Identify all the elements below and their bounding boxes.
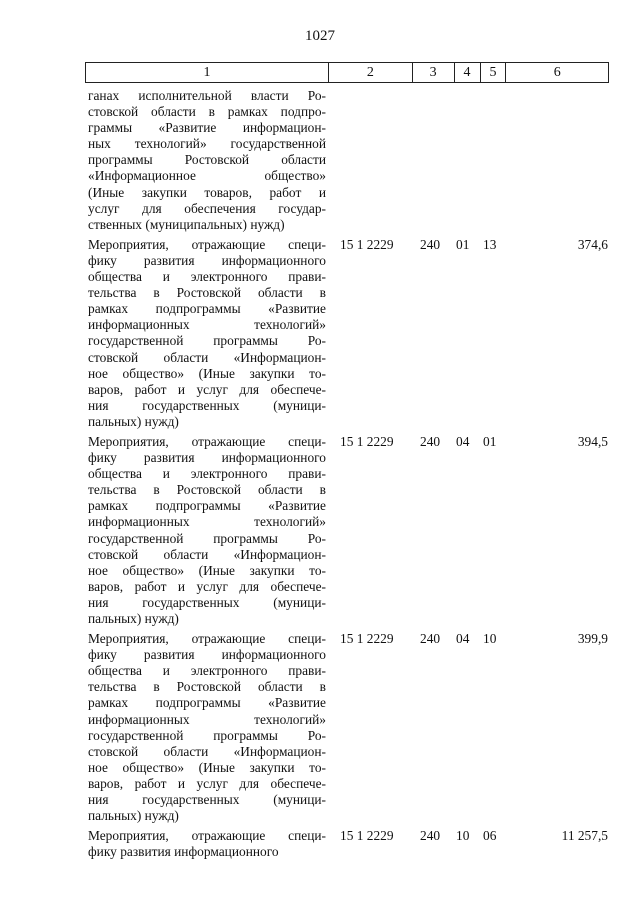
description-line: пальных) нужд) bbox=[88, 808, 179, 824]
description-line: Мероприятия, отражающие специ- bbox=[88, 433, 326, 449]
description-line: варов, работ и услуг для обеспече- bbox=[88, 775, 326, 791]
description-line: фику развития информационного bbox=[88, 450, 326, 466]
description-line: варов, работ и услуг для обеспече- bbox=[88, 381, 326, 397]
description-line: рамках подпрограммы «Развитие bbox=[88, 695, 326, 711]
table-row bbox=[88, 631, 608, 824]
row-description bbox=[88, 434, 326, 627]
header-col-2: 2 bbox=[329, 63, 413, 82]
description-line: ное общество» (Иные закупки то- bbox=[88, 562, 326, 578]
row-expense-type: 240 bbox=[420, 236, 441, 252]
row-description bbox=[88, 88, 326, 233]
row-subsection: 01 bbox=[483, 433, 497, 449]
row-section: 04 bbox=[456, 433, 470, 449]
description-line: Мероприятия, отражающие специ- bbox=[88, 828, 326, 844]
description-line: (Иные закупки товаров, работ и bbox=[88, 184, 326, 200]
header-col-5: 5 bbox=[481, 63, 507, 82]
row-amount: 399,9 bbox=[577, 631, 608, 647]
row-code: 15 1 2229 bbox=[340, 828, 394, 844]
description-line: информационных технологий» bbox=[88, 711, 326, 727]
header-col-4: 4 bbox=[455, 63, 481, 82]
description-line: стовской области «Информацион- bbox=[88, 743, 326, 759]
description-line: государственной программы Ро- bbox=[88, 333, 326, 349]
row-description bbox=[88, 828, 326, 860]
table-header bbox=[85, 62, 609, 83]
row-section: 10 bbox=[456, 828, 470, 844]
description-line: ния государственных (муници- bbox=[88, 792, 326, 808]
table-row bbox=[88, 434, 608, 627]
header-col-6: 6 bbox=[553, 65, 561, 80]
description-line: пальных) нужд) bbox=[88, 611, 179, 626]
description-line: «Информационное общество» bbox=[88, 168, 326, 184]
description-line: рамках подпрограммы «Развитие bbox=[88, 498, 326, 514]
description-line: программы Ростовской области bbox=[88, 152, 326, 168]
description-line: ственных (муниципальных) нужд) bbox=[88, 216, 285, 232]
description-line: Мероприятия, отражающие специ- bbox=[88, 236, 326, 252]
row-expense-type: 240 bbox=[420, 631, 441, 647]
row-description bbox=[88, 631, 326, 824]
description-line: фику развития информационного bbox=[88, 252, 326, 268]
description-line: услуг для обеспечения государ- bbox=[88, 200, 326, 216]
description-line: ния государственных (муници- bbox=[88, 397, 326, 413]
description-line: фику развития информационного bbox=[88, 844, 279, 860]
description-line: Мероприятия, отражающие специ- bbox=[88, 631, 326, 647]
description-line: общества и электронного прави- bbox=[88, 663, 326, 679]
description-line: ных технологий» государственной bbox=[88, 136, 326, 152]
row-subsection: 10 bbox=[483, 631, 497, 647]
row-amount: 374,6 bbox=[577, 236, 608, 252]
description-line: граммы «Развитие информацион- bbox=[88, 120, 326, 136]
row-subsection: 13 bbox=[483, 236, 497, 252]
row-section: 01 bbox=[456, 236, 470, 252]
description-line: ное общество» (Иные закупки то- bbox=[88, 365, 326, 381]
row-code: 15 1 2229 bbox=[340, 433, 394, 449]
table-body bbox=[88, 88, 608, 864]
row-amount: 394,5 bbox=[577, 433, 608, 449]
description-line: варов, работ и услуг для обеспече- bbox=[88, 578, 326, 594]
description-line: общества и электронного прави- bbox=[88, 466, 326, 482]
description-line: информационных технологий» bbox=[88, 514, 326, 530]
row-code: 15 1 2229 bbox=[340, 631, 394, 647]
description-line: ное общество» (Иные закупки то- bbox=[88, 759, 326, 775]
description-line: общества и электронного прави- bbox=[88, 269, 326, 285]
description-line: тельства в Ростовской области в bbox=[88, 285, 326, 301]
description-line: ганах исполнительной власти Ро- bbox=[88, 88, 326, 103]
table-row bbox=[88, 88, 608, 233]
description-line: стовской области «Информацион- bbox=[88, 349, 326, 365]
description-line: государственной программы Ро- bbox=[88, 727, 326, 743]
row-description bbox=[88, 237, 326, 430]
description-line: информационных технологий» bbox=[88, 317, 326, 333]
row-expense-type: 240 bbox=[420, 828, 441, 844]
row-section: 04 bbox=[456, 631, 470, 647]
table-row bbox=[88, 828, 608, 860]
description-line: тельства в Ростовской области в bbox=[88, 679, 326, 695]
description-line: пальных) нужд) bbox=[88, 413, 179, 429]
description-line: стовской области в рамках подпро- bbox=[88, 104, 326, 120]
header-col-1: 1 bbox=[86, 63, 329, 82]
row-subsection: 06 bbox=[483, 828, 497, 844]
page-number: 1027 bbox=[305, 28, 335, 44]
description-line: ния государственных (муници- bbox=[88, 594, 326, 610]
header-col-3: 3 bbox=[413, 63, 455, 82]
row-amount: 11 257,5 bbox=[561, 828, 608, 844]
row-expense-type: 240 bbox=[420, 433, 441, 449]
description-line: фику развития информационного bbox=[88, 647, 326, 663]
table-row bbox=[88, 237, 608, 430]
row-code: 15 1 2229 bbox=[340, 236, 394, 252]
description-line: тельства в Ростовской области в bbox=[88, 482, 326, 498]
description-line: государственной программы Ро- bbox=[88, 530, 326, 546]
description-line: стовской области «Информацион- bbox=[88, 546, 326, 562]
description-line: рамках подпрограммы «Развитие bbox=[88, 301, 326, 317]
